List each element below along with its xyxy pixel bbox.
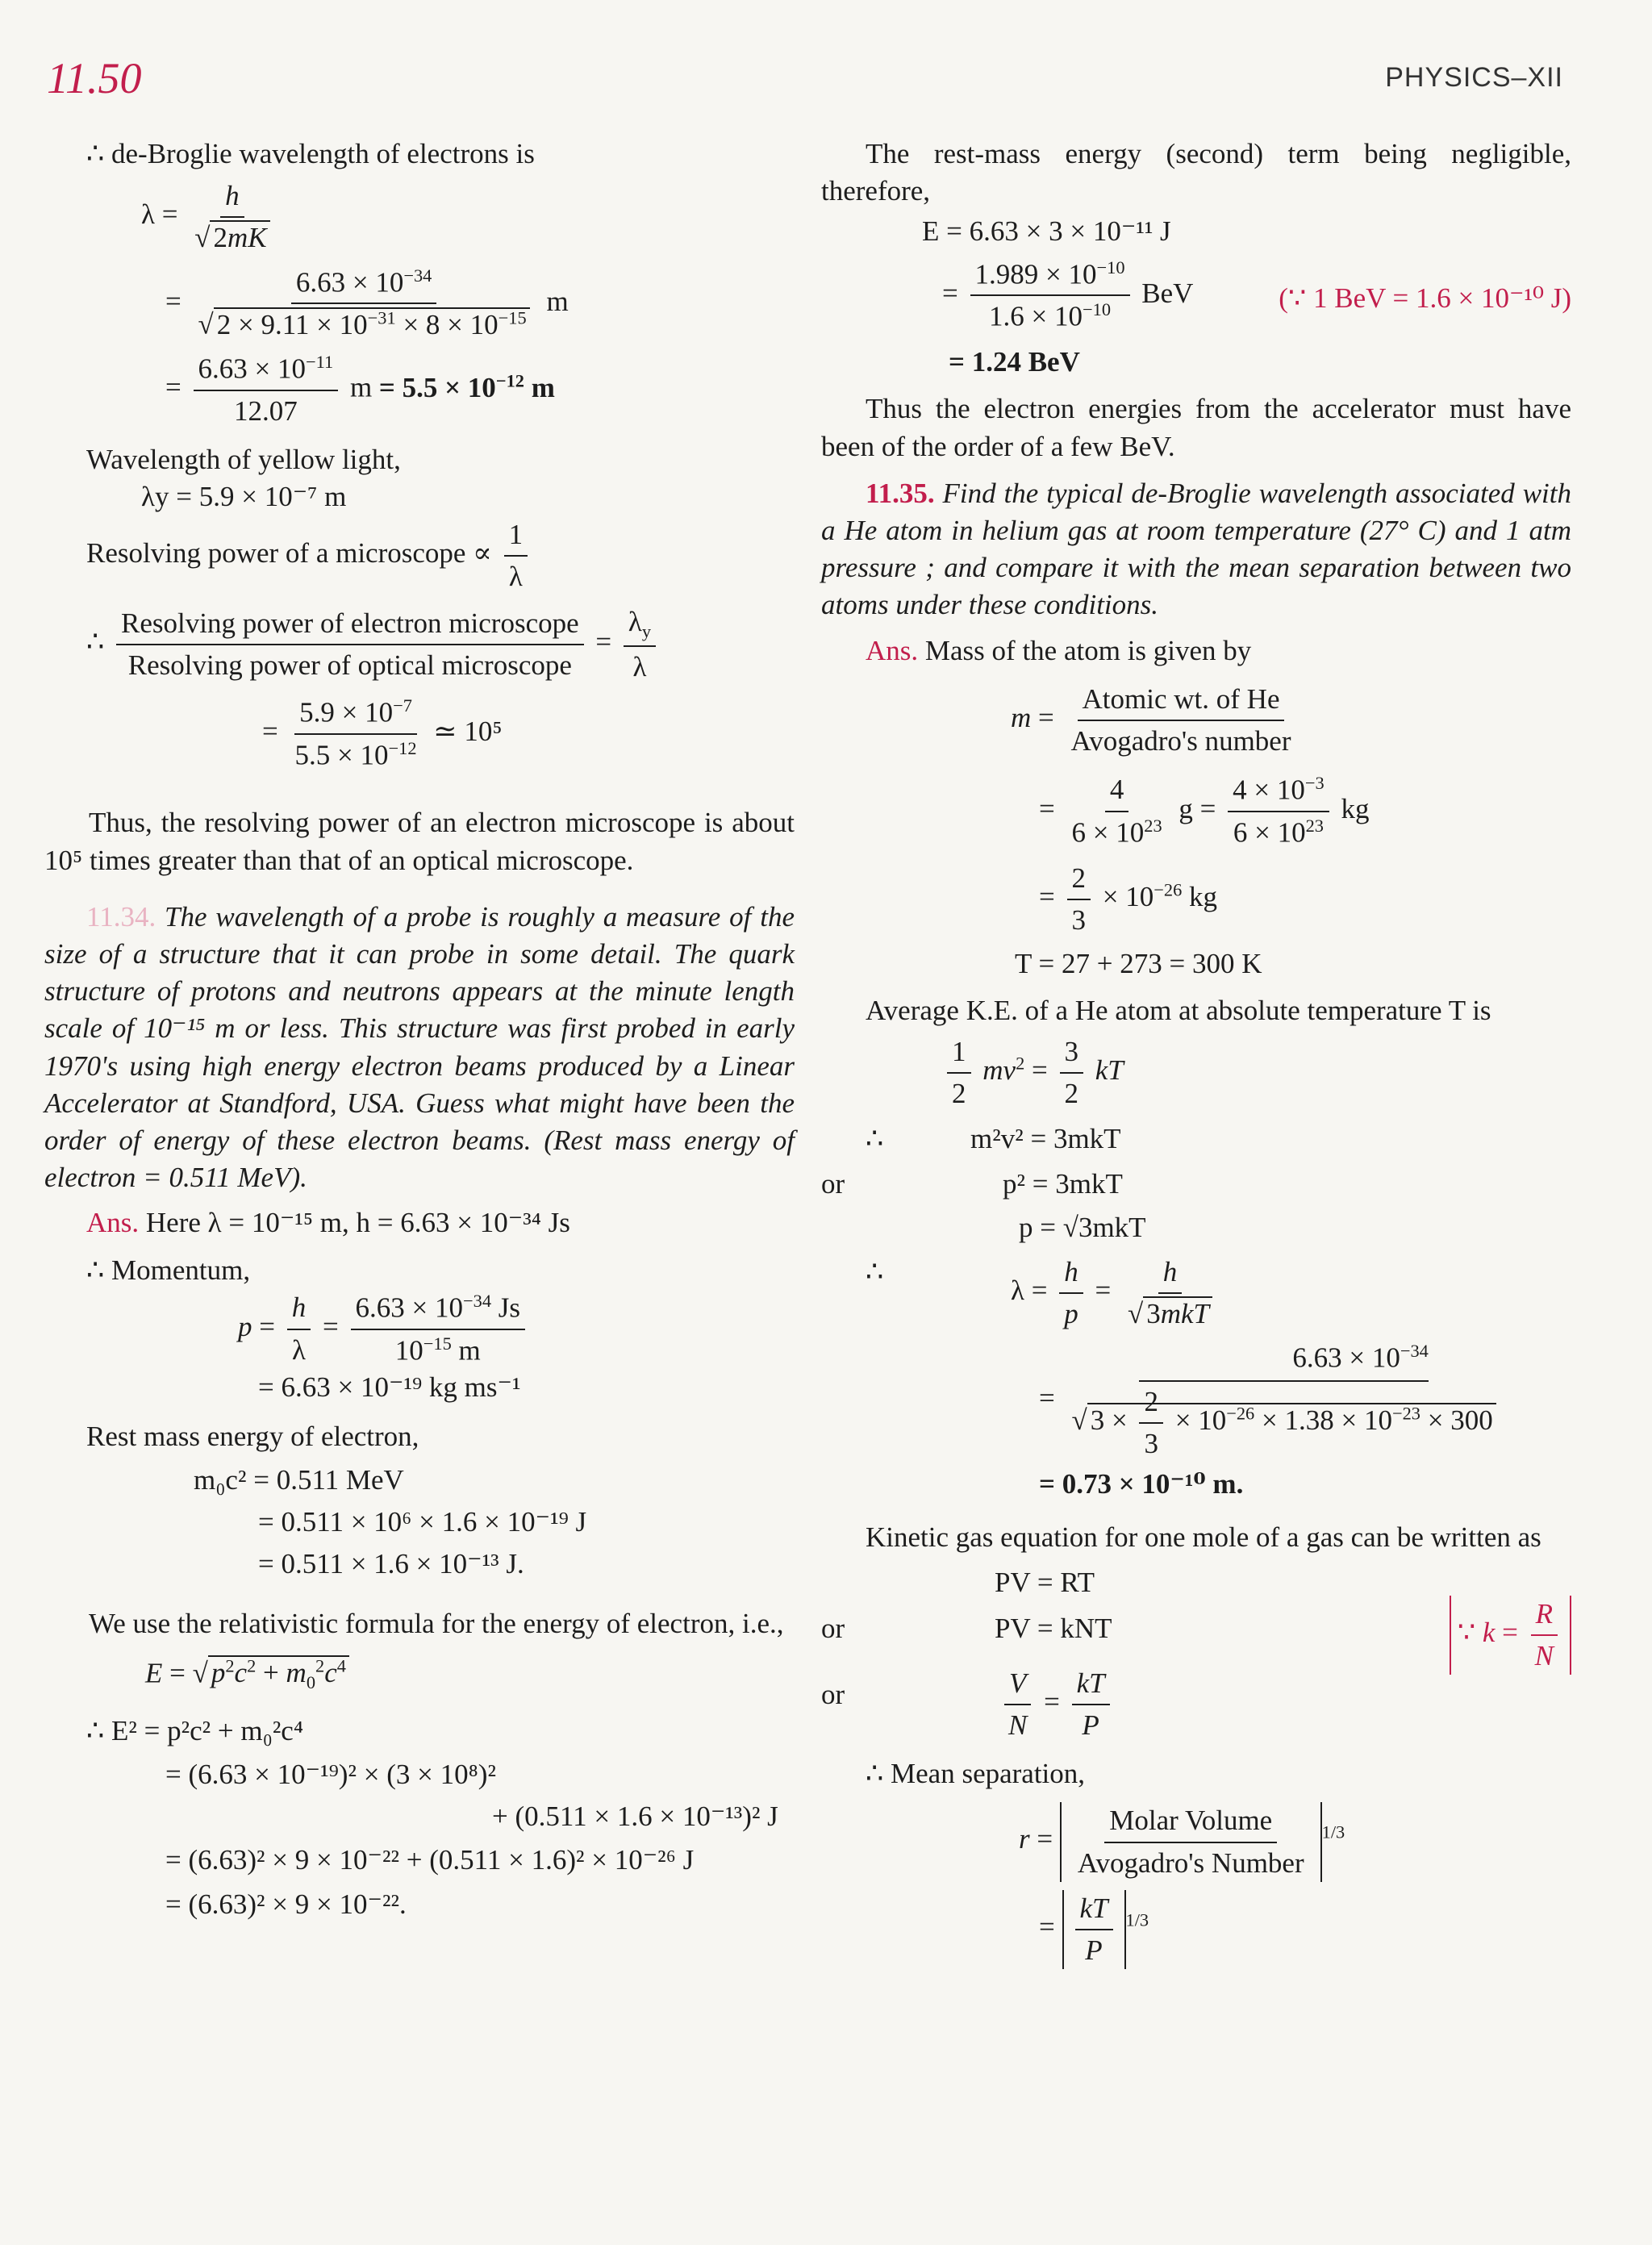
m2v2-eq: ∴ m²v² = 3mkT: [866, 1122, 1121, 1154]
energy-step-3: = (6.63)² × 9 × 10⁻²² + (0.511 × 1.6)² × 10⁻²⁶ J: [165, 1844, 695, 1876]
debroglie-intro: ∴ de-Broglie wavelength of electrons is: [86, 138, 535, 169]
yellow-light-heading: Wavelength of yellow light,: [86, 444, 401, 476]
mass-result: = $\frac{2}{3}$ × $10^{-26}$ kg: [821, 860, 1571, 939]
mass-substitution: = $\frac{4}{6 \times 10^{23}}$ g = $\frac{4 \times 10^{-3}}{6 \times 10^{23}}$ kg: [1039, 773, 1370, 849]
lambda-he-formula: ∴ λ = $\frac{h}{p}$ = h √ 3mkT: [821, 1254, 1571, 1333]
mass-formula: m = Atomic wt. of He Avogadro's number: [821, 681, 1571, 760]
answer-11-35: Ans. Mass of the atom is given by: [866, 634, 1252, 666]
lambda-formula: λ = $\frac{h}{√ 2mK}$: [44, 177, 795, 257]
question-11-35: 11.35. Find the typical de-Broglie wavelength associated with a He atom in helium gas at room temperature (27° C) and 1 atm pressure ; and compare it with the mean separation between two atoms under these conditions.: [821, 477, 1572, 621]
energy-step-1: = (6.63 × 10⁻¹⁹)² × (3 × 10⁸)²: [165, 1758, 496, 1790]
right-column: [821, 136, 1571, 1969]
yellow-light-eq: λy = 5.9 × 10⁻⁷ m: [141, 481, 347, 513]
ratio-evaluation: = $\frac{5.9 \times 10^{-7}}{5.5 \times 10^{-12}}$ ≃ 10⁵: [262, 695, 503, 771]
separation-simplified: = $\frac{kT}{P}$ $^{1/3}$: [821, 1890, 1571, 1969]
energy-step-4: = (6.63)² × 9 × 10⁻²².: [165, 1888, 407, 1920]
resolving-power-ratio: ∴ Resolving power of electron microscope Resolving power of optical microscope = $\frac{\lambda_y}{\lambda}$: [44, 603, 795, 686]
left-column: [44, 136, 795, 1923]
pv-rt-eq: PV = RT: [995, 1567, 1095, 1599]
rest-mass-negligible: The rest-mass energy (second) term being negligible, therefore,: [821, 138, 1571, 207]
relativistic-formula-text: We use the relativistic formula for the energy of electron, i.e.,: [89, 1608, 784, 1640]
rest-mass-1: m₀c² = 0.511 MeV: [194, 1463, 404, 1496]
kinetic-gas-text: Kinetic gas equation for one mole of a gas can be written as: [866, 1521, 1541, 1554]
p2-eq: or p² = 3mkT: [821, 1168, 1123, 1200]
running-title: PHYSICS–XII: [1385, 62, 1563, 93]
lambda-he-result: = 0.73 × 10⁻¹⁰ m.: [1039, 1468, 1244, 1500]
lambda-result: = $\frac{6.63 \times 10^{-11}}{12.07}$ $m = 5.5 \times 10^{-12}$ m: [165, 352, 555, 428]
question-11-34: 11.34. The wavelength of a probe is roughly a measure of the size of a structure that it can probe in some detail. The quark structure of protons and neutrons appears at the minute length scale of 10⁻¹⁵ m or less. This structure was first probed in early 1970's using high energy electron beams produced by a Linear Accelerator at Standford, USA. Guess what might have been the order of energy of these electron beams. (Rest mass energy of electron = 0.511 MeV).: [44, 900, 795, 1194]
v-over-n-eq: or $\frac{V}{N}$ = $\frac{kT}{P}$: [821, 1665, 1571, 1744]
energy-squared: ∴ E² = p²c² + m₀²c⁴: [86, 1714, 304, 1746]
separation-formula: r = Molar Volume Avogadro's Number $^{1/3}$: [821, 1802, 1571, 1881]
energy-formula: E = √ $p^2c^2 + m_0^2c^4$: [44, 1655, 795, 1695]
temperature-eq: T = 27 + 273 = 300 K: [1015, 948, 1262, 980]
answer-11-34: Ans. Here λ = 10⁻¹⁵ m, h = 6.63 × 10⁻³⁴ Js: [86, 1207, 570, 1239]
momentum-formula: p = $\frac{h}{\lambda}$ = $\frac{6.63 \times 10^{-34} Js}{10^{-15} m}$: [44, 1289, 795, 1370]
rest-mass-3: = 0.511 × 1.6 × 10⁻¹³ J.: [258, 1548, 524, 1580]
microscope-conclusion: Thus, the resolving power of an electron microscope is about 10⁵ times greater than that of an optical microscope.: [44, 807, 795, 876]
energy-step-2: + (0.511 × 1.6 × 10⁻¹³)² J: [492, 1801, 778, 1833]
page-number: 11.50: [47, 54, 142, 102]
p-sqrt-eq: p = √3mkT: [1019, 1212, 1146, 1244]
lambda-he-substitution: = $6.63 \times 10^{-34}$ √ 3 × $\frac{2}{3}$ × $10^{-26} \times 1.38 \times 10^{-23} \times 300$: [821, 1339, 1571, 1463]
average-ke-text: Average K.E. of a He atom at absolute temperature T is: [866, 995, 1491, 1027]
energy-value-result: = 1.24 BeV: [949, 346, 1080, 378]
pv-knt-eq: or PV = kNT ∵ k = $\frac{R}{N}$: [821, 1610, 1571, 1647]
mean-separation-label: ∴ Mean separation,: [866, 1758, 1086, 1790]
kinetic-energy-eq: $\frac{1}{2}$ $mv^2$ = $\frac{3}{2}$ kT: [821, 1033, 1571, 1112]
rest-mass-label: Rest mass energy of electron,: [86, 1420, 419, 1452]
momentum-result: = 6.63 × 10⁻¹⁹ kg ms⁻¹: [258, 1371, 521, 1404]
energy-value-1: E = 6.63 × 3 × 10⁻¹¹ J: [922, 215, 1171, 248]
resolving-power-proportional: Resolving power of a microscope ∝ $\frac{1}{\lambda}$: [44, 516, 795, 595]
lambda-substitution: = $\frac{6.63 \times 10^{-34}}{√ 2 \times 9.11 \times 10^{-31} \times 8 \times 10^{-15}}$ m: [165, 265, 569, 341]
rest-mass-2: = 0.511 × 10⁶ × 1.6 × 10⁻¹⁹ J: [258, 1505, 587, 1538]
accelerator-conclusion: Thus the electron energies from the accelerator must have been of the order of a few BeV.: [821, 393, 1571, 462]
momentum-label: ∴ Momentum,: [86, 1254, 251, 1286]
energy-value-bev: = $\frac{1.989 \times 10^{-10}}{1.6 \times 10^{-10}}$ BeV (∵ 1 BeV = 1.6 × 10⁻¹⁰ J): [942, 257, 1571, 333]
